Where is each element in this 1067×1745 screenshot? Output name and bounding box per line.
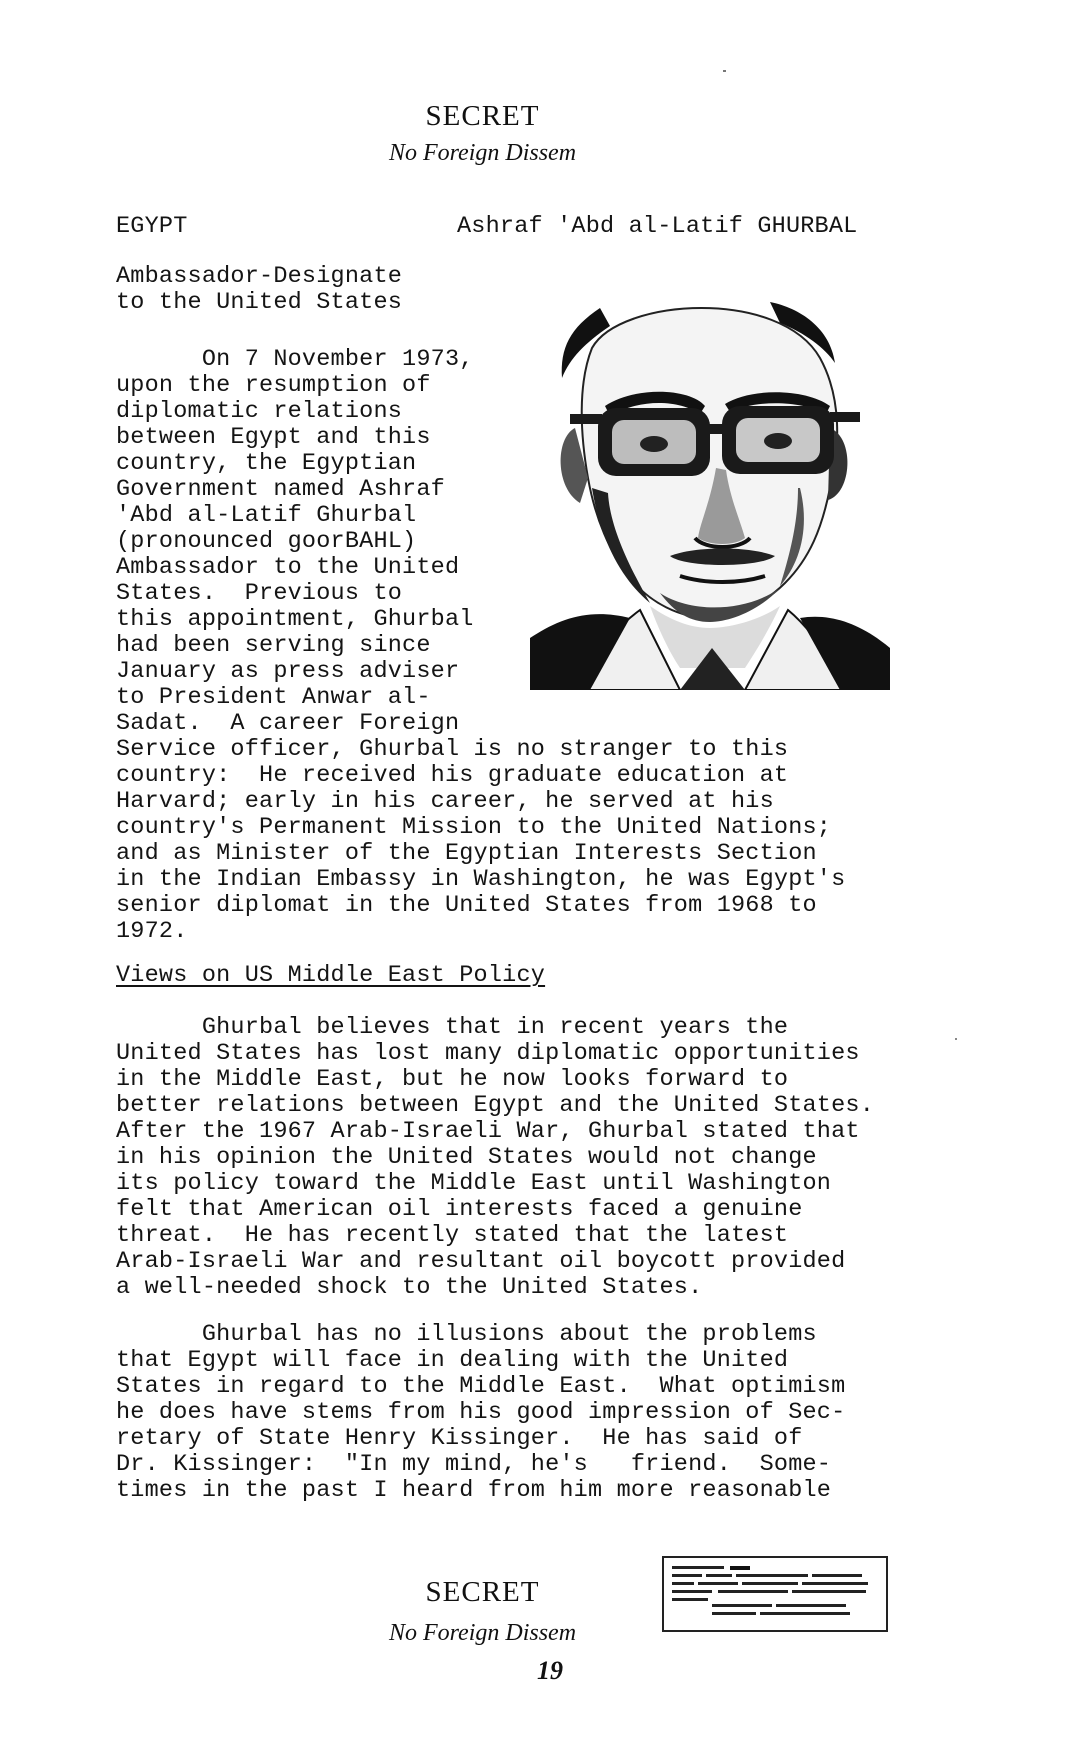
text-line: had been serving since (116, 632, 431, 659)
policy-paragraph-1 (116, 1015, 874, 1301)
text-line: a well-needed shock to the United States. (116, 1274, 703, 1301)
classification-stamp (662, 1556, 888, 1632)
title-line: Ambassador-Designate (116, 263, 403, 290)
text-line: he does have stems from his good impression of Sec- (116, 1399, 846, 1426)
text-line: January as press adviser (116, 658, 460, 685)
intro-paragraph (116, 347, 845, 945)
text-line: and as Minister of the Egyptian Interests Section (116, 840, 817, 867)
text-line: that Egypt will face in dealing with the United (116, 1347, 789, 1374)
text-line: States. Previous to (116, 580, 403, 607)
text-line: States in regard to the Middle East. What optimism (116, 1373, 846, 1400)
text-line: upon the resumption of (116, 372, 431, 399)
text-line: Service officer, Ghurbal is no stranger to this (116, 736, 789, 763)
stamp-text-marks (672, 1564, 874, 1622)
policy-paragraph-2 (116, 1322, 845, 1504)
text-line: this appointment, Ghurbal (116, 606, 474, 633)
text-line: in the Middle East, but he now looks forward to (116, 1066, 789, 1093)
text-line: senior diplomat in the United States from 1968 to (116, 892, 817, 919)
text-line: country, the Egyptian (116, 450, 417, 477)
page-speck (723, 70, 726, 72)
footer-classification: SECRET (425, 1576, 540, 1608)
country-label: EGYPT (116, 213, 188, 240)
text-line: On 7 November 1973, (116, 346, 474, 373)
subject-title (116, 264, 402, 316)
subject-name: Ashraf 'Abd al-Latif GHURBAL (457, 213, 858, 240)
text-line: 'Abd al-Latif Ghurbal (116, 502, 417, 529)
text-line: retary of State Henry Kissinger. He has said of (116, 1425, 803, 1452)
text-line: country: He received his graduate education at (116, 762, 789, 789)
text-line: its policy toward the Middle East until Washington (116, 1170, 832, 1197)
text-line: better relations between Egypt and the United States. (116, 1092, 875, 1119)
text-line: between Egypt and this (116, 424, 431, 451)
text-line: in the Indian Embassy in Washington, he was Egypt's (116, 866, 846, 893)
text-line: Arab-Israeli War and resultant oil boycott provided (116, 1248, 846, 1275)
section-heading: Views on US Middle East Policy (116, 962, 546, 989)
page-number: 19 (537, 1656, 563, 1685)
text-line: Ambassador to the United (116, 554, 460, 581)
text-line: country's Permanent Mission to the United Nations; (116, 814, 832, 841)
text-line: to President Anwar al- (116, 684, 431, 711)
text-line: in his opinion the United States would not change (116, 1144, 817, 1171)
text-line: felt that American oil interests faced a genuine (116, 1196, 803, 1223)
text-line: Dr. Kissinger: "In my mind, he's friend. Some- (116, 1451, 832, 1478)
header-classification: SECRET (425, 100, 540, 132)
title-line: to the United States (116, 289, 403, 316)
text-line: Ghurbal has no illusions about the problems (116, 1321, 817, 1348)
text-line: United States has lost many diplomatic opportunities (116, 1040, 860, 1067)
text-line: (pronounced goorBAHL) (116, 528, 417, 555)
text-line: diplomatic relations (116, 398, 403, 425)
page-speck (955, 1038, 957, 1040)
text-line: Sadat. A career Foreign (116, 710, 460, 737)
text-line: Harvard; early in his career, he served at his (116, 788, 774, 815)
footer-dissemination: No Foreign Dissem (388, 1620, 577, 1646)
text-line: Ghurbal believes that in recent years the (116, 1014, 789, 1041)
text-line: times in the past I heard from him more reasonable (116, 1477, 832, 1504)
text-line: After the 1967 Arab-Israeli War, Ghurbal stated that (116, 1118, 860, 1145)
header-dissemination: No Foreign Dissem (388, 140, 577, 166)
text-line: threat. He has recently stated that the latest (116, 1222, 789, 1249)
text-line: Government named Ashraf (116, 476, 445, 503)
text-line: 1972. (116, 918, 188, 945)
